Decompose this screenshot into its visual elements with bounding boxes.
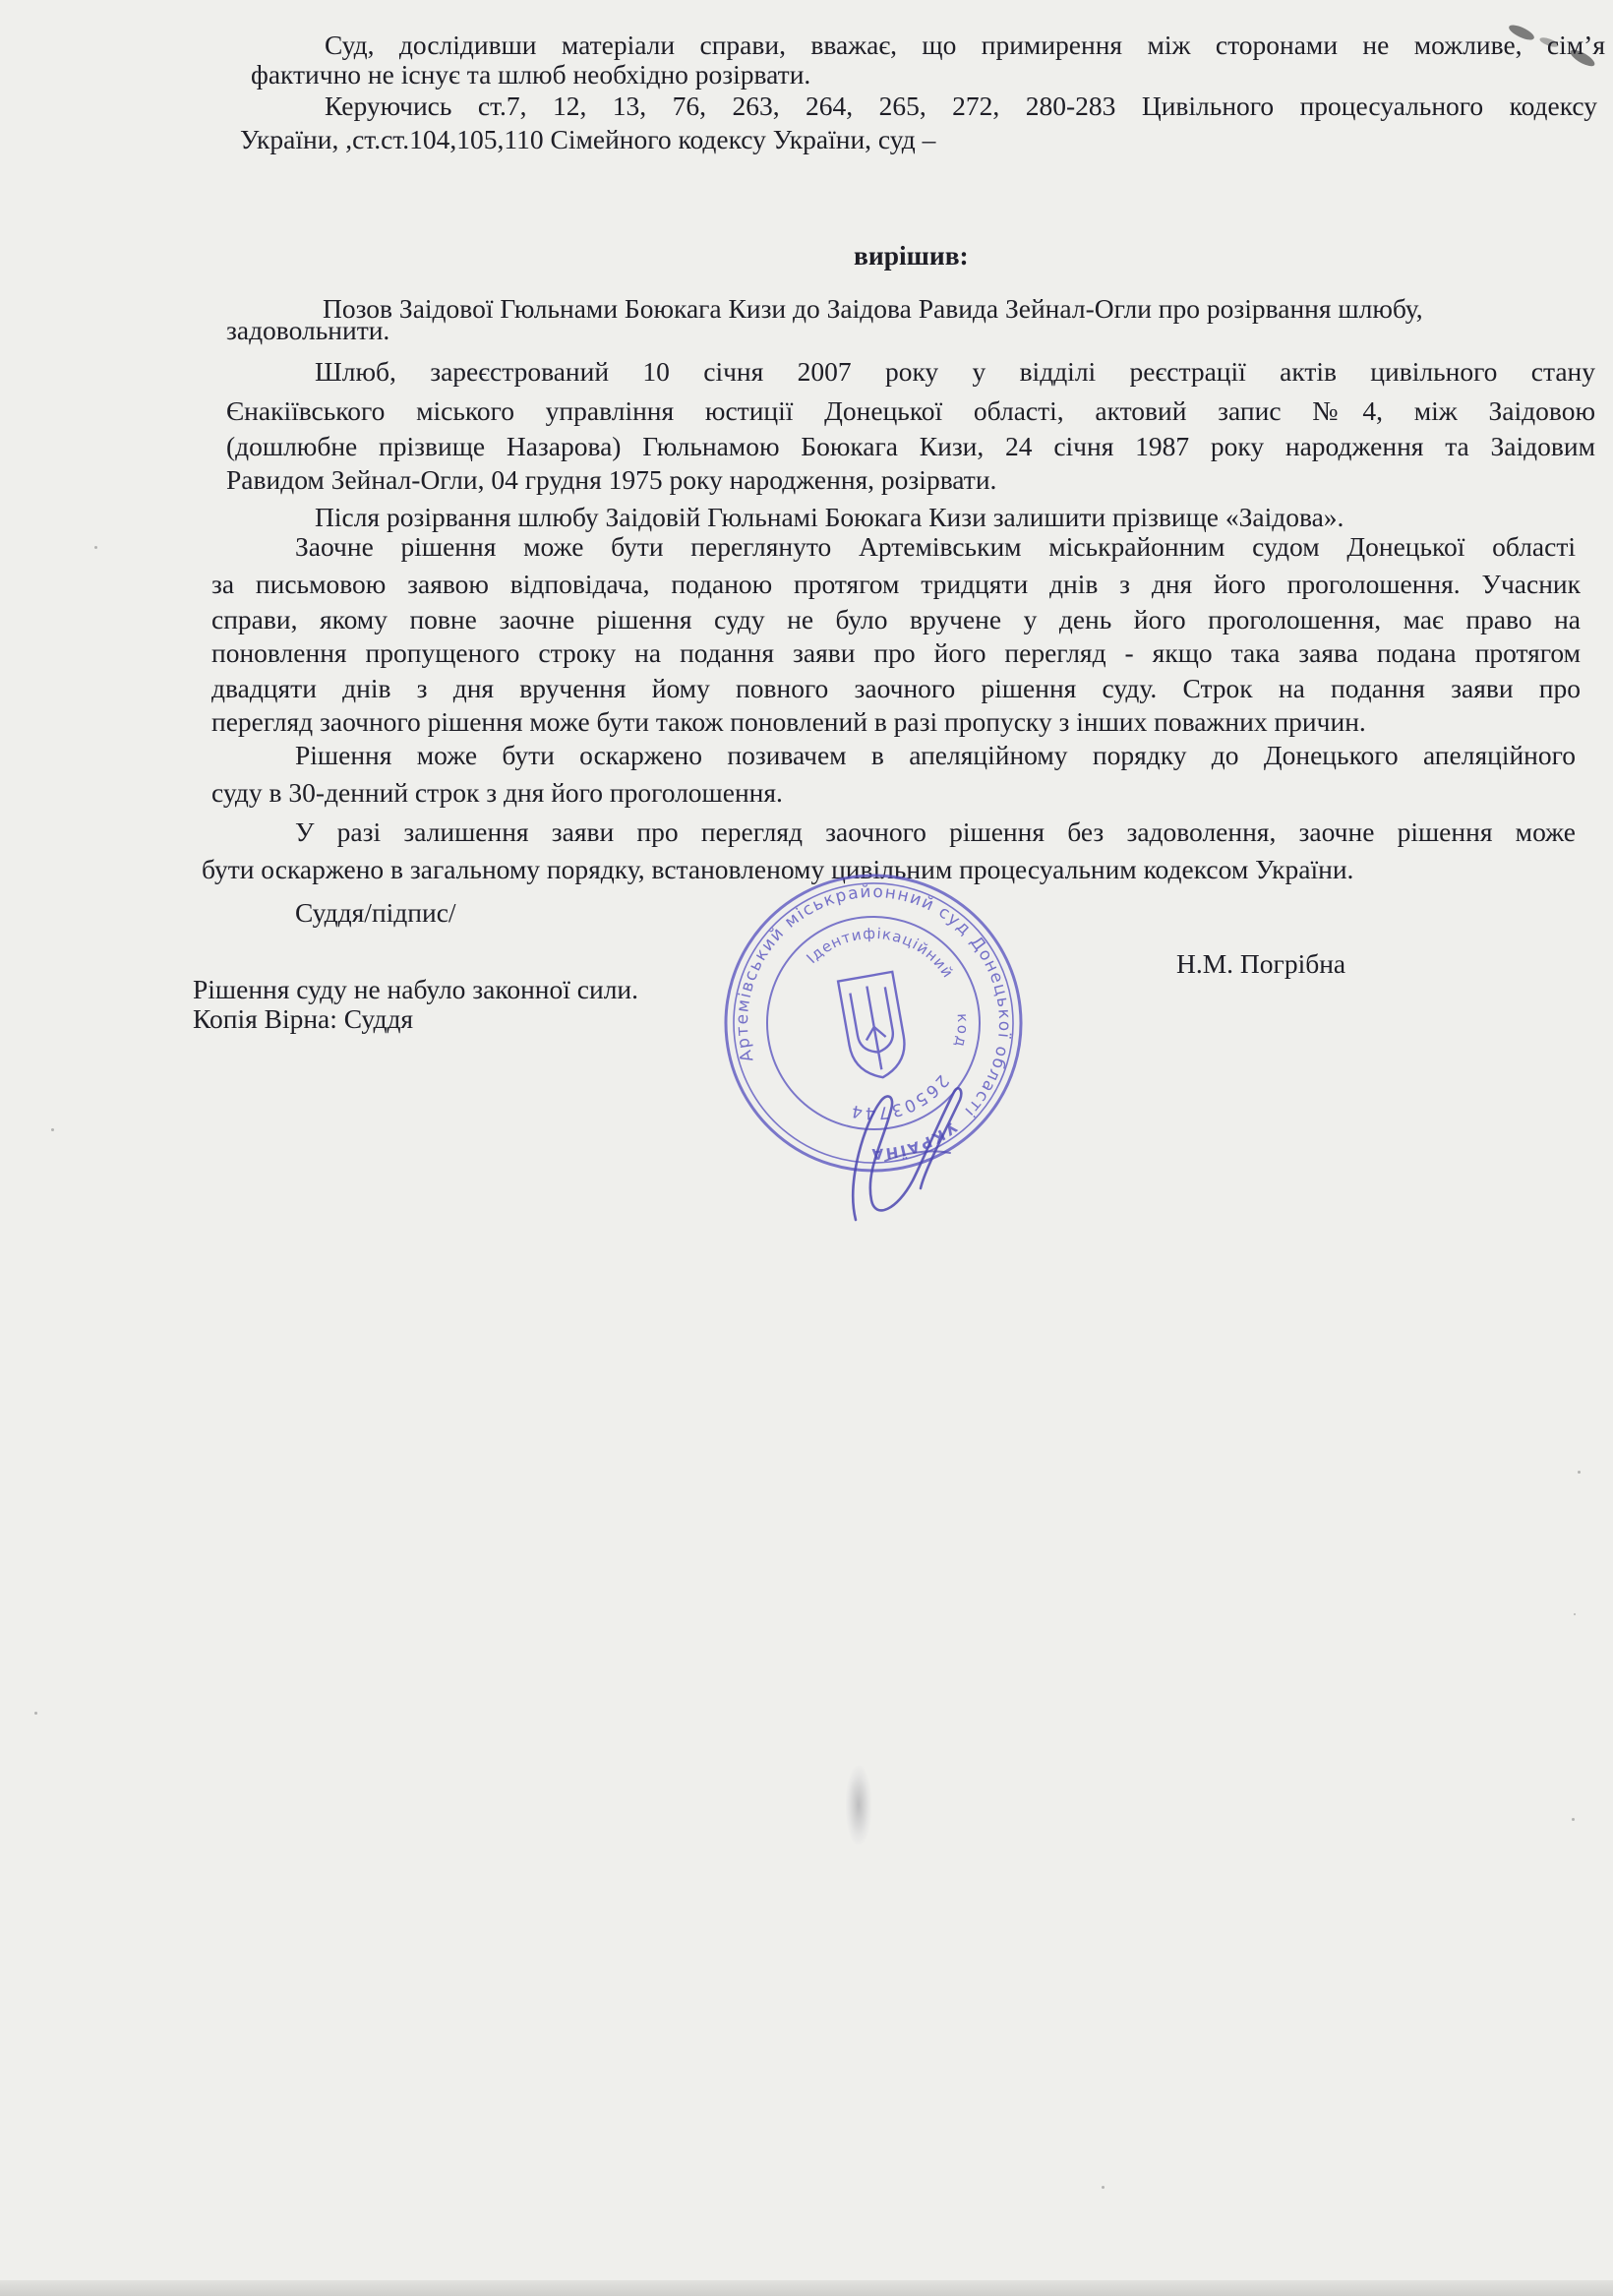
- scan-bottom-edge: [0, 2280, 1613, 2296]
- paragraph-6-line-4: поновлення пропущеного строку на подання заяви про його перегляд - якщо така заява подана протягом: [211, 637, 1581, 668]
- paragraph-6-line-2: за письмовою заявою відповідача, поданою протягом тридцяти днів з дня його проголошення. Учасник: [211, 569, 1581, 599]
- paragraph-2-line-2: України, ,ст.ст.104,105,110 Сімейного кодексу України, суд –: [240, 124, 936, 154]
- scan-speck: [51, 1128, 54, 1131]
- scan-speck: [1572, 1818, 1575, 1821]
- stamp-inner-top: Ідентифікаційний: [803, 924, 958, 982]
- paragraph-7-line-1: Рішення може бути оскаржено позивачем в апеляційному порядку до Донецького апеляційного: [295, 740, 1576, 770]
- footer-not-in-force: Рішення суду не набуло законної сили.: [193, 974, 639, 1004]
- paragraph-6-line-1: Заочне рішення може бути переглянуто Артемівським міськрайонним судом Донецької області: [295, 531, 1576, 562]
- footer-copy-certified: Копія Вірна: Суддя: [193, 1003, 414, 1034]
- scan-smudge: [846, 1766, 871, 1844]
- scan-speck: [94, 546, 97, 549]
- decision-heading: вирішив:: [854, 240, 969, 271]
- paragraph-8-line-1: У разі залишення заяви про перегляд заочного рішення без задоволення, заочне рішення може: [295, 816, 1576, 847]
- handwritten-signature: [826, 1062, 993, 1239]
- paragraph-3-line-2: задовольнити.: [226, 315, 390, 345]
- stamp-outer-text: Артемівський міськрайонний суд Донецької області: [732, 881, 1015, 1122]
- paragraph-7-line-2: суду в 30-денний строк з дня його проголошення.: [211, 777, 783, 808]
- paragraph-6-line-3: справи, якому повне заочне рішення суду не було вручене у день його проголошення, має право на: [211, 604, 1581, 634]
- paragraph-4-line-4: Равидом Зейнал-Огли, 04 грудня 1975 року народження, розірвати.: [226, 464, 997, 495]
- paragraph-6-line-6: перегляд заочного рішення може бути також поновлений в разі пропуску з інших поважних причин.: [211, 706, 1366, 737]
- paragraph-8-line-2: бути оскаржено в загальному порядку, встановленому цивільним процесуальним кодексом України.: [202, 854, 1354, 884]
- stamp-code-label: код: [950, 1012, 973, 1051]
- paragraph-1-line-2: фактично не існує та шлюб необхідно розірвати.: [251, 59, 811, 90]
- scan-speck: [34, 1712, 37, 1715]
- paragraph-1-line-1: Суд, дослідивши матеріали справи, вважає, що примирення між сторонами не можливе, сім’я: [325, 30, 1605, 60]
- paragraph-3-line-1: Позов Заідової Гюльнами Боюкага Кизи до Заідова Равида Зейнал-Огли про розірвання шлюбу,: [323, 293, 1423, 324]
- judge-label: Суддя/підпис/: [295, 897, 456, 928]
- scan-speck: [1102, 2186, 1105, 2189]
- paragraph-2-line-1: Керуючись ст.7, 12, 13, 76, 263, 264, 265, 272, 280-283 Цивільного процесуального кодексу: [325, 91, 1597, 121]
- paragraph-5: Після розірвання шлюбу Заідовій Гюльнамі Боюкага Кизи залишити прізвище «Заідова».: [315, 502, 1344, 532]
- paragraph-6-line-5: двадцяти днів з дня вручення йому повного заочного рішення суду. Строк на подання заяви про: [211, 673, 1581, 703]
- stamp-country: УКРАЇНА: [869, 1118, 961, 1164]
- scan-speck: [1574, 1613, 1576, 1615]
- judge-name: Н.М. Погрібна: [1176, 948, 1346, 979]
- paragraph-4-line-1: Шлюб, зареєстрований 10 січня 2007 року у відділі реєстрації актів цивільного стану: [315, 356, 1595, 387]
- paragraph-4-line-2: Єнакіївського міського управління юстиції Донецької області, актовий запис №4, між Заідовою: [226, 395, 1595, 426]
- scan-speck: [1578, 1471, 1581, 1474]
- stamp-code: 26503744: [848, 1070, 953, 1123]
- paragraph-4-line-3: (дошлюбне прізвище Назарова) Гюльнамою Боюкага Кизи, 24 січня 1987 року народження та Заідовим: [226, 431, 1595, 461]
